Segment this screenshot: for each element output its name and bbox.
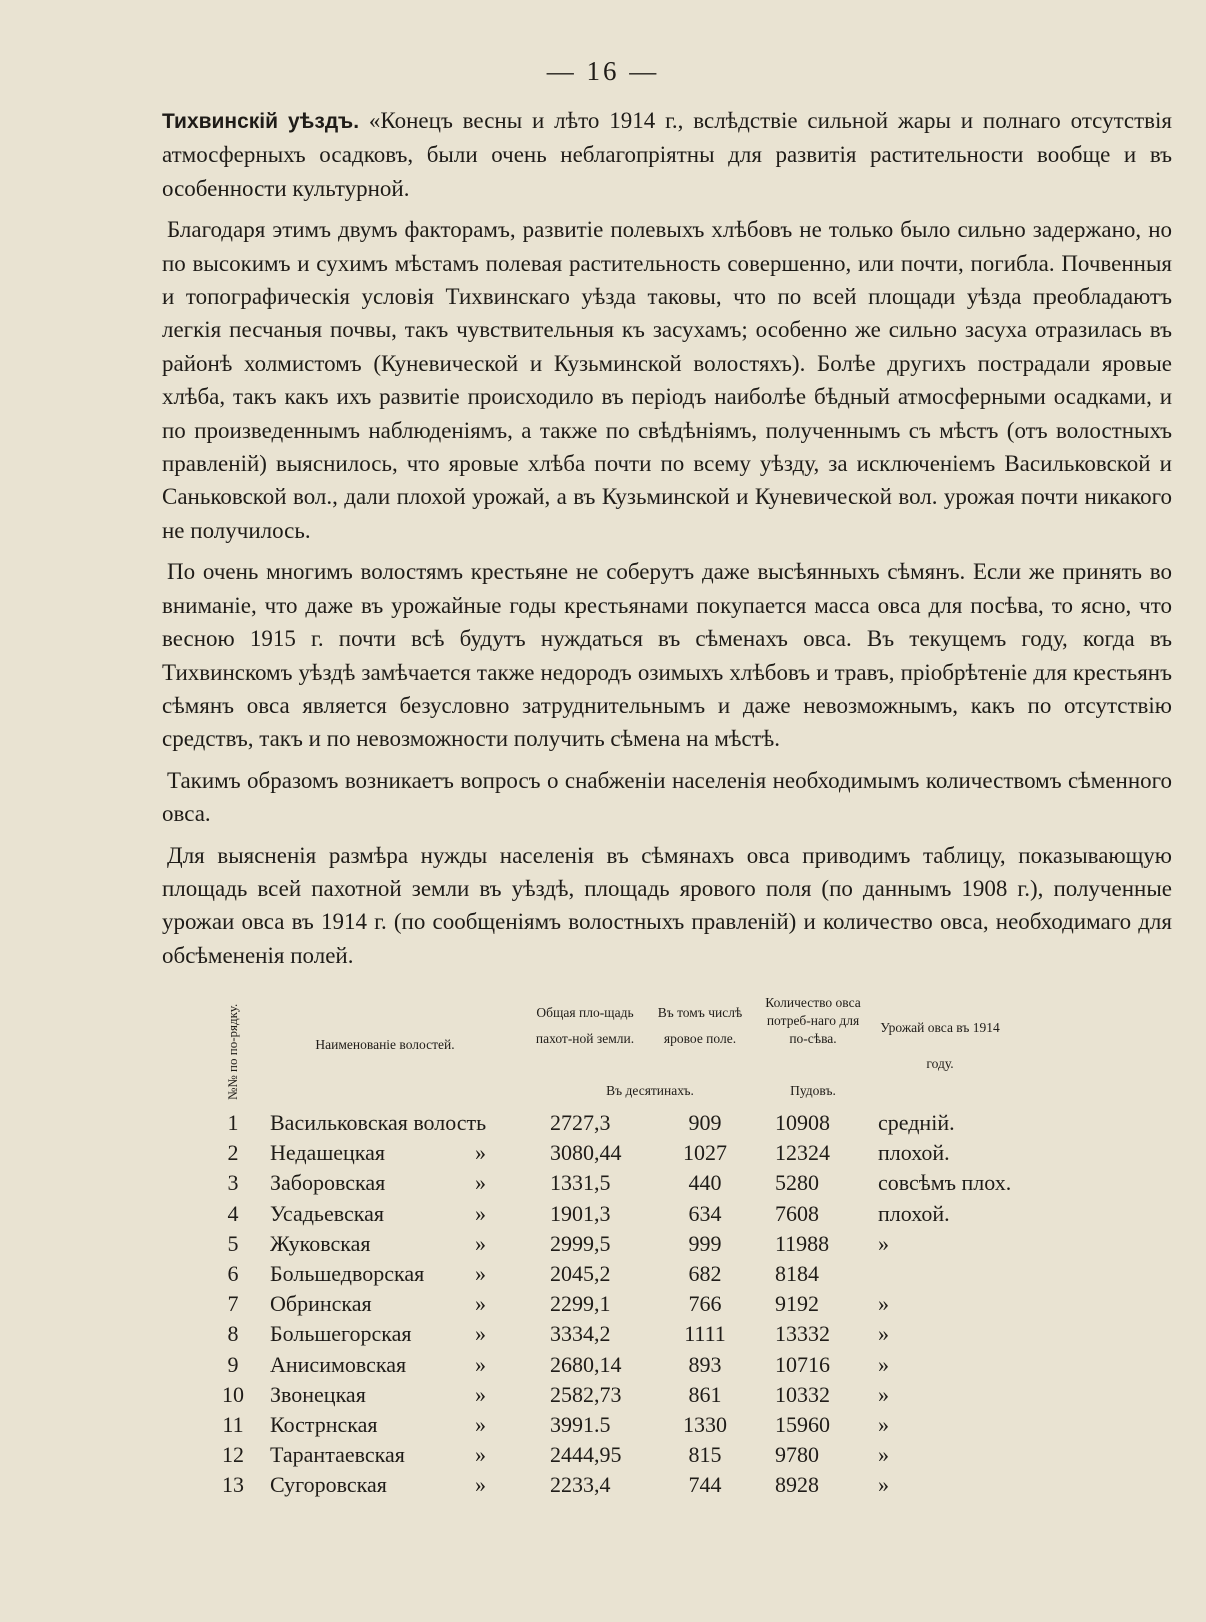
harvest-rating: средній. — [878, 1110, 955, 1135]
harvest-rating: » — [878, 1412, 889, 1437]
volost-name: Большегорская — [270, 1321, 412, 1347]
volost-name: Звонецкая — [270, 1381, 366, 1407]
total-area: 1901,3 — [550, 1200, 611, 1226]
harvest-rating: » — [878, 1230, 889, 1256]
spring-field-area: 440 — [688, 1170, 722, 1196]
oats-needed: 10716 — [775, 1351, 830, 1377]
volost-name: Обринская — [270, 1291, 372, 1317]
ditto-mark: » — [475, 1472, 486, 1498]
paragraph-2: Благодаря этимъ двумъ факторамъ, развитіе полевыхъ хлѣбовъ не только было сильно задержано, но по высокимъ и сухимъ мѣстамъ полевая растительность совершенно, или почти, погибла. Почвенныя и топографическія условія Тихвинскаго уѣзда таковы, что по всей площади уѣзда преобладаютъ легкія песчаныя почвы, такъ чувствительныя къ засухамъ; особенно же сильно засуха отразилась въ районѣ холмистомъ (Куневической и Кузьминской волостяхъ). Болѣе другихъ пострадали яровые хлѣба, такъ какъ ихъ развитіе происходило въ періодъ наиболѣе бѣдный атмосферными осадками, и по произведеннымъ наблюденіямъ, а также по свѣдѣніямъ, полученнымъ съ мѣстъ (отъ волостныхъ правленій) выяснилось, что яровые хлѣба почти по всему уѣзду, за исключеніемъ Васильковской и Саньковской вол., дали плохой урожай, а въ Кузьминской и Куневической вол. урожая почти никакого не получилось. — [162, 217, 1172, 543]
ditto-mark: » — [475, 1170, 486, 1196]
volost-name: Недашецкая — [270, 1140, 386, 1166]
oats-needed: 10332 — [775, 1381, 830, 1407]
ditto-mark: » — [475, 1140, 486, 1166]
header-harvest: Урожай овса въ 1914 году. — [880, 1020, 1000, 1071]
spring-field-area: 815 — [688, 1442, 722, 1468]
volost-name: Васильковская волость — [270, 1110, 487, 1135]
volost-name: Усадьевская — [270, 1200, 384, 1226]
ditto-mark: » — [475, 1412, 486, 1437]
table-row — [210, 1440, 1090, 1470]
page-number: — 16 — — [546, 56, 660, 86]
harvest-rating: » — [878, 1472, 889, 1498]
oats-needed: 11988 — [775, 1230, 830, 1256]
table-row — [210, 1319, 1090, 1349]
row-number: 5 — [227, 1230, 239, 1256]
volost-name: Анисимовская — [270, 1351, 407, 1377]
header-need: Количество овса потреб-наго для по-сѣва. — [765, 995, 861, 1046]
harvest-rating: » — [878, 1442, 889, 1468]
harvest-rating: » — [878, 1291, 889, 1317]
total-area: 1331,5 — [550, 1170, 611, 1196]
body-text — [162, 104, 1172, 980]
spring-field-area: 893 — [688, 1351, 722, 1377]
ditto-mark: » — [475, 1230, 486, 1256]
volost-name: Кострнская — [270, 1412, 378, 1437]
oats-needed: 5280 — [775, 1170, 819, 1196]
table-row — [210, 1108, 1090, 1138]
table-row — [210, 1229, 1090, 1259]
total-area: 2444,95 — [550, 1442, 622, 1468]
table-row — [210, 1289, 1090, 1319]
header-num: №№ по по-рядку. — [225, 1003, 240, 1100]
volost-name: Сугоровская — [270, 1472, 387, 1498]
row-number: 13 — [222, 1472, 244, 1498]
spring-field-area: 1330 — [683, 1412, 727, 1437]
oats-needed: 12324 — [775, 1140, 830, 1166]
ditto-mark: » — [475, 1200, 486, 1226]
oats-needed: 7608 — [775, 1200, 819, 1226]
row-number: 8 — [227, 1321, 239, 1347]
header-units-need: Пудовъ. — [790, 1083, 836, 1098]
ditto-mark: » — [475, 1321, 486, 1347]
paragraph-4: Такимъ образомъ возникаетъ вопросъ о снабженіи населенія необходимымъ количествомъ сѣменного овса. — [162, 767, 1172, 827]
table-row — [210, 1259, 1090, 1289]
header-total: Общая пло-щадь пахот-ной земли. — [535, 1005, 635, 1046]
paragraph-3: По очень многимъ волостямъ крестьяне не соберутъ даже высѣянныхъ сѣмянъ. Если же принять во вниманіе, что даже въ урожайные годы крестьянами покупается масса овса для посѣва, то ясно, что весною 1915 г. почти всѣ будутъ нуждаться въ сѣменахъ овса. Въ текущемъ году, когда въ Тихвинскомъ уѣздѣ замѣчается также недородъ озимыхъ хлѣбовъ и травъ, пріобрѣтеніе для крестьянъ сѣмянъ овса является безусловно затруднительнымъ и даже невозможнымъ, какъ по отсутствію средствъ, такъ и по невозможности получить сѣмена на мѣстѣ. — [162, 559, 1172, 752]
spring-field-area: 766 — [688, 1291, 722, 1317]
row-number: 6 — [227, 1261, 239, 1286]
paragraph-1-text: «Конецъ весны и лѣто 1914 г., вслѣдствіе сильной жары и полнаго отсутствія атмосферныхъ осадковъ, были очень неблагопріятны для развитія растительности вообще и въ особенности культурной. — [162, 108, 1172, 201]
total-area: 2233,4 — [550, 1472, 611, 1498]
ditto-mark: » — [475, 1291, 486, 1317]
volost-name: Тарантаевская — [270, 1442, 405, 1468]
table-row — [210, 1350, 1090, 1380]
oats-table — [210, 995, 1090, 1520]
header-spring: Въ томъ числѣ яровое поле. — [657, 1005, 743, 1046]
total-area: 2999,5 — [550, 1230, 611, 1256]
table-row — [210, 1199, 1090, 1229]
oats-needed: 10908 — [775, 1110, 830, 1135]
district-heading: Тихвинскій уѣздъ. — [162, 110, 360, 133]
header-name: Наименованіе волостей. — [315, 1037, 455, 1052]
harvest-rating: » — [878, 1351, 889, 1377]
row-number: 12 — [222, 1442, 244, 1468]
total-area: 2727,3 — [550, 1110, 611, 1135]
harvest-rating: плохой. — [878, 1200, 950, 1226]
spring-field-area: 1111 — [684, 1321, 726, 1347]
row-number: 7 — [227, 1291, 239, 1317]
spring-field-area: 1027 — [683, 1140, 727, 1166]
paragraph-1 — [162, 104, 1172, 205]
total-area: 3991.5 — [550, 1412, 611, 1437]
row-number: 3 — [227, 1170, 239, 1196]
harvest-rating: » — [878, 1381, 889, 1407]
header-units-area: Въ десятинахъ. — [606, 1083, 694, 1098]
total-area: 3080,44 — [550, 1140, 622, 1166]
ditto-mark: » — [475, 1351, 486, 1377]
spring-field-area: 999 — [688, 1230, 722, 1256]
table-row — [210, 1470, 1090, 1500]
volost-name: Большедворская — [270, 1261, 425, 1286]
table-row — [210, 1380, 1090, 1410]
spring-field-area: 744 — [688, 1472, 722, 1498]
harvest-rating: » — [878, 1321, 889, 1347]
row-number: 4 — [227, 1200, 239, 1226]
row-number: 1 — [227, 1110, 239, 1135]
row-number: 11 — [222, 1412, 244, 1437]
ditto-mark: » — [475, 1261, 486, 1286]
total-area: 3334,2 — [550, 1321, 611, 1347]
oats-needed: 13332 — [775, 1321, 830, 1347]
spring-field-area: 861 — [688, 1381, 722, 1407]
spring-field-area: 909 — [688, 1110, 722, 1135]
total-area: 2045,2 — [550, 1261, 611, 1286]
ditto-mark: » — [475, 1442, 486, 1468]
row-number: 10 — [222, 1381, 244, 1407]
table-row — [210, 1168, 1090, 1198]
harvest-rating: плохой. — [878, 1140, 950, 1166]
harvest-rating: совсѣмъ плох. — [878, 1170, 1012, 1196]
spring-field-area: 682 — [688, 1261, 722, 1286]
volost-name: Жуковская — [270, 1230, 371, 1256]
total-area: 2299,1 — [550, 1291, 611, 1317]
total-area: 2582,73 — [550, 1381, 622, 1407]
oats-needed: 9192 — [775, 1291, 819, 1317]
oats-needed: 15960 — [775, 1412, 830, 1437]
oats-needed: 9780 — [775, 1442, 819, 1468]
total-area: 2680,14 — [550, 1351, 622, 1377]
table-row — [210, 1410, 1090, 1440]
row-number: 9 — [227, 1351, 239, 1377]
volost-name: Заборовская — [270, 1170, 386, 1196]
paragraph-5: Для выясненія размѣра нужды населенія въ сѣмянахъ овса приводимъ таблицу, показывающую площадь всей пахотной земли въ уѣздѣ, площадь ярового поля (по даннымъ 1908 г.), полученные урожаи овса въ 1914 г. (по сообщеніямъ волостныхъ правленій) и количество овса, необходимаго для обсѣмененія полей. — [162, 842, 1172, 968]
table-row — [210, 1138, 1090, 1168]
row-number: 2 — [227, 1140, 239, 1166]
oats-needed: 8928 — [775, 1472, 819, 1498]
ditto-mark: » — [475, 1381, 486, 1407]
oats-needed: 8184 — [775, 1261, 819, 1286]
spring-field-area: 634 — [688, 1200, 722, 1226]
